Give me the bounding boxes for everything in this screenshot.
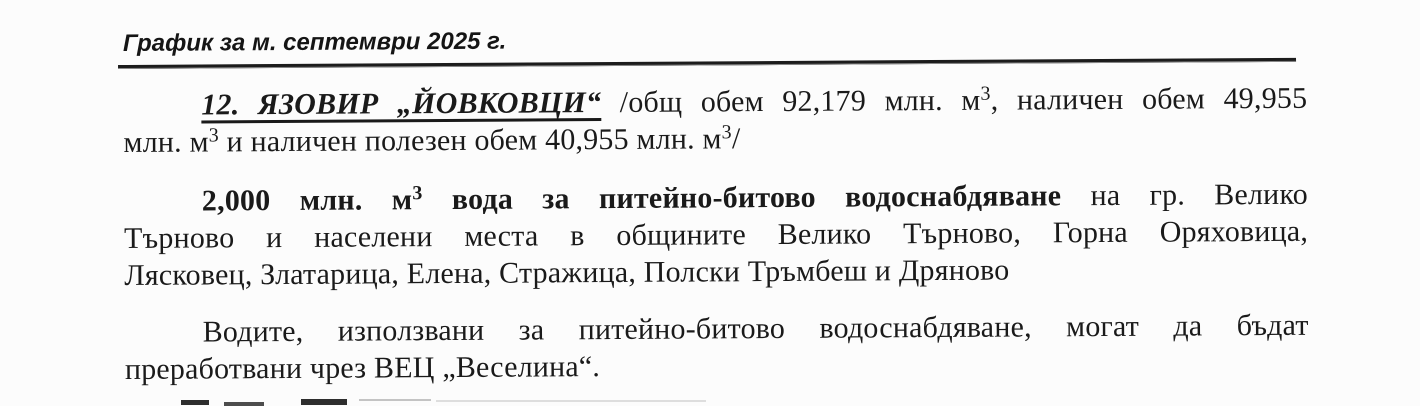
- scan-artifact: [224, 402, 264, 406]
- superscript-cubed: 3: [412, 182, 423, 205]
- schedule-month-title: График за м. септември 2025 г.: [122, 27, 507, 57]
- volume-text: /: [731, 122, 741, 156]
- text-line: [125, 307, 1309, 351]
- text-line: [124, 250, 1308, 294]
- scan-artifact: [436, 400, 706, 402]
- paragraph-hydro-plant: [125, 307, 1309, 388]
- text-line: [123, 117, 1307, 161]
- superscript-cubed: 3: [208, 124, 219, 147]
- municipalities-text: на гр. Велико: [1061, 177, 1308, 213]
- document-header: [123, 23, 1307, 69]
- volume-text: и наличен полезен обем 40,955 млн. м: [218, 122, 722, 159]
- text-line: [123, 80, 1307, 124]
- paragraph-water-supply: [124, 176, 1309, 294]
- water-purpose-bold: вода за питейно-битово водоснабдяване: [422, 179, 1062, 217]
- header-underline: [118, 58, 1296, 69]
- scan-artifact: [359, 399, 431, 401]
- scan-artifact: [301, 399, 347, 405]
- scan-artifact: [181, 400, 209, 405]
- text-line: [124, 213, 1308, 257]
- municipalities-text: Лясковец, Златарица, Елена, Стражица, Полски Тръмбеш и Дряново: [124, 253, 1010, 292]
- reservoir-heading: 12. ЯЗОВИР „ЙОВКОВЦИ“: [201, 86, 602, 122]
- cutoff-text-artifacts: [0, 394, 1420, 406]
- superscript-cubed: 3: [721, 121, 732, 144]
- municipalities-text: Търново и населени места в общините Велико Търново, Горна Оряховица,: [123, 214, 1309, 255]
- processing-text: Водите, използвани за питейно-битово водоснабдяване, могат да бъдат: [202, 308, 1309, 349]
- paragraph-reservoir-volumes: [123, 80, 1307, 161]
- water-amount-bold: 2,000 млн. м: [201, 183, 413, 218]
- superscript-cubed: 3: [980, 82, 991, 105]
- text-line: [125, 344, 1309, 388]
- volume-text: , наличен обем 49,955: [990, 81, 1308, 117]
- volume-text: млн. м: [123, 125, 209, 159]
- volume-text: /общ обем 92,179 млн. м: [601, 83, 981, 120]
- processing-text: преработвани чрез ВЕЦ „Веселина“.: [124, 350, 601, 386]
